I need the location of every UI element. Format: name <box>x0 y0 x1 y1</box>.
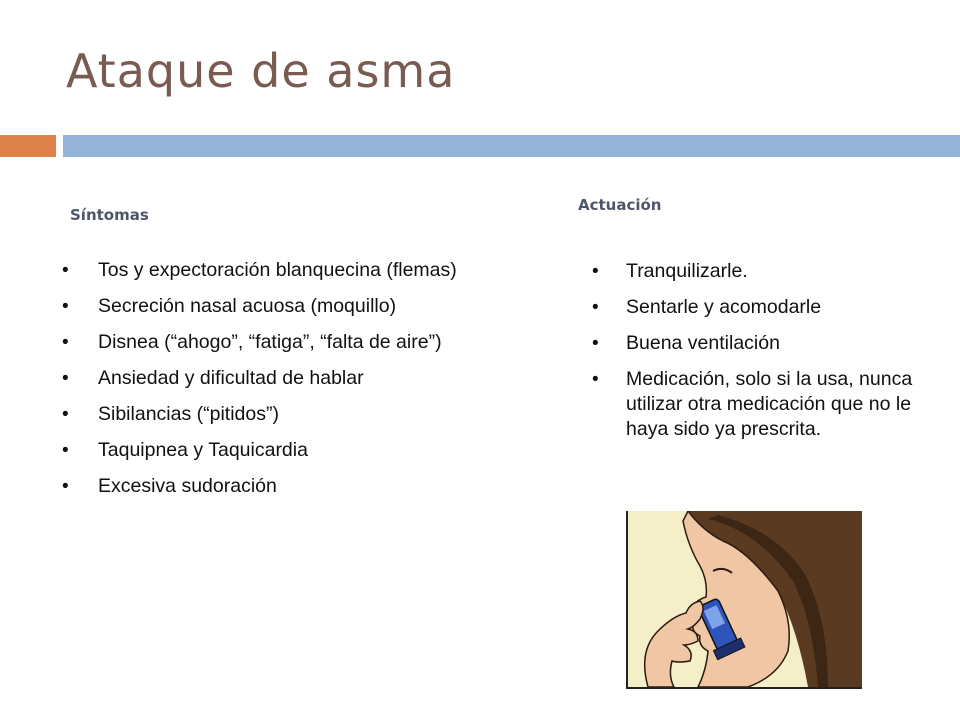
list-item: • Disnea (“ahogo”, “fatiga”, “falta de aire”) <box>62 330 492 355</box>
list-item: • Tos y expectoración blanquecina (flemas) <box>62 258 492 283</box>
accent-bar <box>0 135 56 157</box>
symptoms-list <box>62 258 492 510</box>
actions-list <box>592 259 914 453</box>
header-bar <box>63 135 960 157</box>
symptoms-heading: Síntomas <box>70 206 149 224</box>
inhaler-illustration <box>626 511 862 689</box>
actions-heading: Actuación <box>578 196 662 214</box>
list-item: • Excesiva sudoración <box>62 474 492 499</box>
list-item: • Secreción nasal acuosa (moquillo) <box>62 294 492 319</box>
list-item: • Taquipnea y Taquicardia <box>62 438 492 463</box>
list-item: • Ansiedad y dificultad de hablar <box>62 366 492 391</box>
list-item: • Sentarle y acomodarle <box>592 295 914 320</box>
slide-title: Ataque de asma <box>66 44 456 98</box>
list-item: • Medicación, solo si la usa, nunca utilizar otra medicación que no le haya sido ya prescrita. <box>592 367 914 442</box>
list-item: • Sibilancias (“pitidos”) <box>62 402 492 427</box>
list-item: • Buena ventilación <box>592 331 914 356</box>
list-item: • Tranquilizarle. <box>592 259 914 284</box>
